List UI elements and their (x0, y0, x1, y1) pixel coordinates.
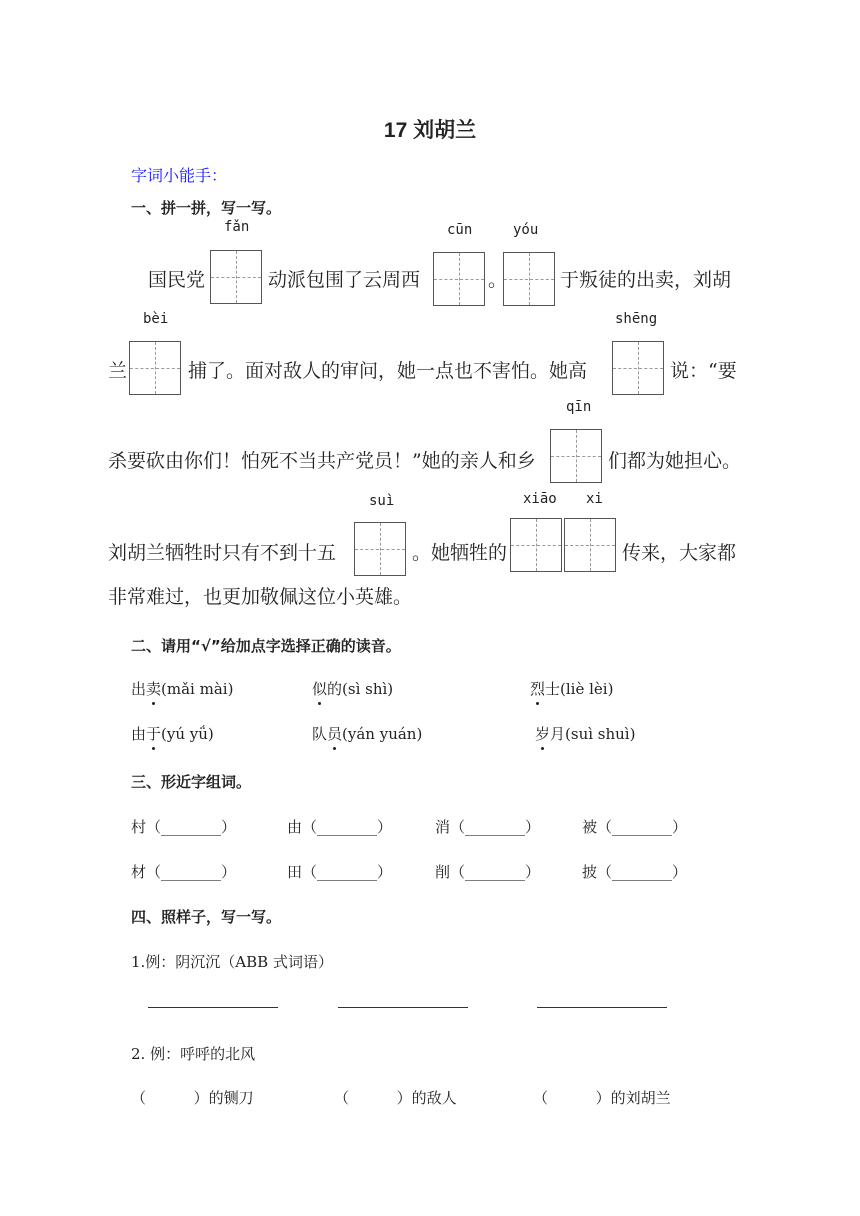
example-2: 2. 例：呼呼的北风 (131, 1045, 256, 1063)
pinyin-xi: xi (586, 491, 603, 507)
reading-item: 烈士(liè lèi) (530, 680, 614, 698)
section-4-heading: 四、照样子，写一写。 (131, 908, 282, 926)
tianzige-box[interactable] (564, 518, 616, 572)
section-1-heading: 一、拼一拼，写一写。 (131, 199, 282, 217)
answer-line[interactable] (338, 1007, 468, 1008)
word-pair-item[interactable]: 村（________） (131, 818, 237, 836)
pinyin-bei: bèi (143, 311, 169, 327)
reading-item: 岁月(suì shuì) (535, 725, 636, 743)
text-line4-b: 。她牺牲的 (412, 542, 508, 564)
dotted-char: 员 (327, 725, 343, 743)
dotted-char: 似 (312, 680, 328, 698)
pinyin-you: yóu (513, 222, 539, 238)
tianzige-box[interactable] (129, 341, 181, 395)
pinyin-sui: suì (369, 493, 395, 509)
section-subtitle: 字词小能手： (131, 166, 228, 185)
word-pair-item[interactable]: 被（________） (582, 818, 688, 836)
answer-line[interactable] (148, 1007, 278, 1008)
word-pair-item[interactable]: 消（________） (435, 818, 541, 836)
word-pair-item[interactable]: 由（________） (287, 818, 393, 836)
text-line1-b: 动派包围了云周西 (268, 269, 421, 291)
fill-item[interactable]: （ ）的刘胡兰 (533, 1089, 671, 1107)
fill-item[interactable]: （ ）的敌人 (334, 1089, 457, 1107)
page-title: 17 刘胡兰 (383, 119, 477, 142)
pinyin-fan: fǎn (224, 219, 250, 235)
section-3-heading: 三、形近字组词。 (131, 773, 252, 791)
text-line1-c: 。 (488, 269, 508, 291)
tianzige-box[interactable] (503, 252, 555, 306)
word-pair-item[interactable]: 材（________） (131, 863, 237, 881)
reading-item: 由于(yú yǘ) (131, 725, 214, 743)
example-1: 1.例：阴沉沉（ABB 式词语） (131, 953, 333, 971)
pinyin-cun: cūn (447, 222, 473, 238)
tianzige-box[interactable] (612, 341, 664, 395)
tianzige-box[interactable] (210, 250, 262, 304)
dotted-char: 岁 (535, 725, 551, 743)
pinyin-sheng: shēng (615, 311, 658, 327)
tianzige-box[interactable] (510, 518, 562, 572)
text-line3-a: 杀要砍由你们！怕死不当共产党员！”她的亲人和乡 (108, 450, 536, 472)
fill-item[interactable]: （ ）的铡刀 (131, 1089, 254, 1107)
text-line4-a: 刘胡兰牺牲时只有不到十五 (108, 542, 337, 564)
pinyin-xiao: xiāo (523, 491, 557, 507)
tianzige-box[interactable] (433, 252, 485, 306)
tianzige-box[interactable] (550, 429, 602, 483)
reading-item: 似的(sì shì) (312, 680, 394, 698)
text-line2-a: 兰 (108, 360, 128, 382)
dotted-char: 烈 (530, 680, 546, 698)
word-pair-item[interactable]: 披（________） (582, 863, 688, 881)
text-line5: 非常难过，也更加敬佩这位小英雄。 (108, 586, 413, 608)
reading-item: 队员(yán yuán) (312, 725, 423, 743)
text-line1-d: 于叛徒的出卖，刘胡 (560, 269, 732, 291)
text-line1-a: 国民党 (148, 269, 206, 291)
text-line2-c: 说：“要 (670, 360, 737, 382)
text-line4-c: 传来，大家都 (622, 542, 737, 564)
word-pair-item[interactable]: 田（________） (287, 863, 393, 881)
dotted-char: 于 (146, 725, 162, 743)
section-2-heading: 二、请用“√”给加点字选择正确的读音。 (131, 637, 401, 655)
tianzige-box[interactable] (354, 522, 406, 576)
answer-line[interactable] (537, 1007, 667, 1008)
reading-item: 出卖(mǎi mài) (131, 680, 234, 698)
text-line3-b: 们都为她担心。 (608, 450, 742, 472)
pinyin-qin: qīn (566, 399, 592, 415)
dotted-char: 卖 (146, 680, 162, 698)
word-pair-item[interactable]: 削（________） (435, 863, 541, 881)
text-line2-b: 捕了。面对敌人的审问，她一点也不害怕。她高 (188, 360, 588, 382)
